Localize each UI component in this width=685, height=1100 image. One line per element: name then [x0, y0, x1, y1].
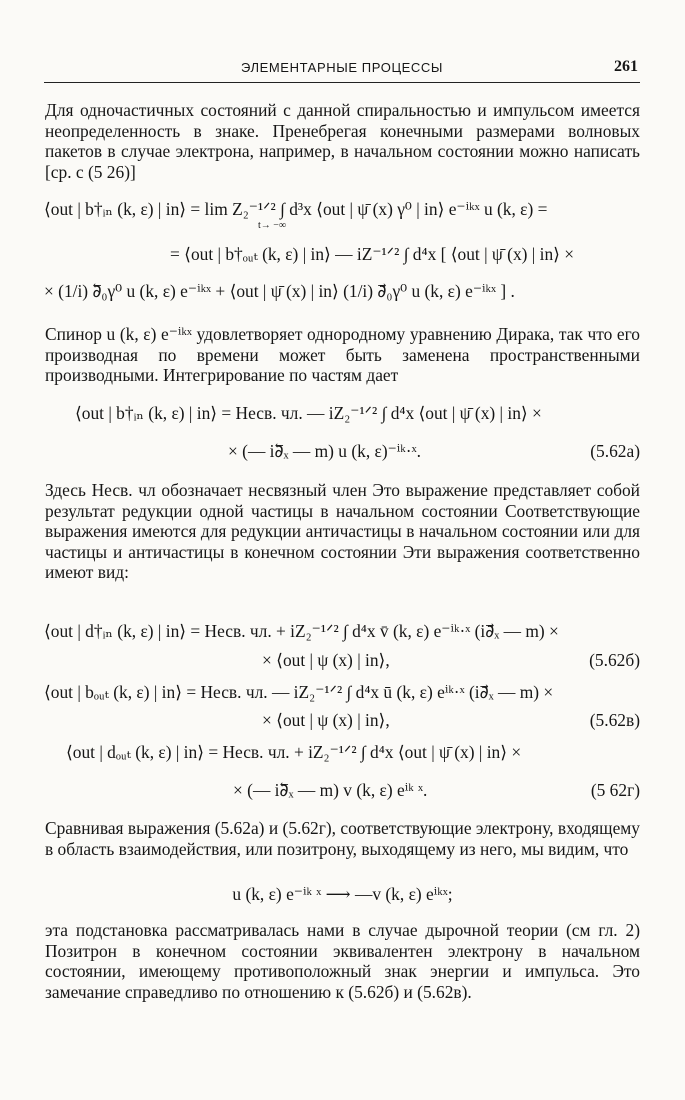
paragraph-conclusion: эта подстановка рассматривалась нами в случае дырочной теории (см гл. 2) Позитрон в конечном состоянии эквивалентен электрону в начальном состоянии, имеющему противоположный знак энергии и импульса. Это замечание справедливо по отношению к (5.62б) и (5.62в).: [45, 920, 640, 1002]
paragraph-explanation: Здесь Несв. чл обозначает несвязный член Это выражение представляет собой результат редукции одной частицы в начальном состоянии Соответствующие выражения имеются для редукции античастицы в начальном состоянии или для частицы и античастицы в конечном состоянии Эти выражения соответственно имеют вид:: [45, 480, 640, 582]
paragraph-spinor: Спинор u (k, ε) e⁻ⁱᵏˣ удовлетворяет однородному уравнению Дирака, так что его производная по времени может быть заменена пространственными производными. Интегрирование по частям дает: [45, 324, 640, 385]
equation-substitution: u (k, ε) e⁻ⁱᵏ ˣ ⟶ —v (k, ε) eⁱᵏˣ;: [232, 884, 453, 904]
page-number: 261: [614, 58, 638, 75]
equation-5-62a-line-2: × (— i∂⃖ₓ — m) u (k, ε)⁻ⁱᵏ·ˣ.: [228, 441, 421, 461]
equation-5-62g-number: (5 62г): [590, 780, 640, 800]
equation-5-62g-line-2: × (— i∂⃖ₓ — m) v (k, ε) eⁱᵏ ˣ.: [233, 780, 428, 800]
equation-5-62v-number: (5.62в): [589, 710, 640, 730]
equation-5-62a-line-1: ⟨out | b†ᵢₙ (k, ε) | in⟩ = Несв. чл. — iZ₂⁻¹ᐟ² ∫ d⁴x ⟨out | ψ̄ (x) | in⟩ ×: [75, 403, 542, 423]
equation-1-line-3: × (1/i) ∂⃖₀γ⁰ u (k, ε) e⁻ⁱᵏˣ + ⟨out | ψ̄ (x) | in⟩ (1/i) ∂⃗₀γ⁰ u (k, ε) e⁻ⁱᵏˣ ] .: [44, 281, 515, 301]
equation-1-line-2: = ⟨out | b†ₒᵤₜ (k, ε) | in⟩ — iZ⁻¹ᐟ² ∫ d⁴x [ ⟨out | ψ̄ (x) | in⟩ ×: [170, 244, 575, 264]
equation-5-62v-line-1: ⟨out | bₒᵤₜ (k, ε) | in⟩ = Несв. чл. — iZ₂⁻¹ᐟ² ∫ d⁴x ū (k, ε) eⁱᵏ·ˣ (i∂⃗ₓ — m) ×: [44, 682, 554, 702]
equation-5-62b-number: (5.62б): [589, 650, 640, 670]
page-header: [44, 58, 640, 83]
paragraph-intro: Для одночастичных состояний с данной спиральностью и импульсом имеется неопределенность в знаке. Пренебрегая конечными размерами волновых пакетов в случае электрона, например, в начальном состоянии можно написать [ср. с (5 26)]: [45, 100, 640, 182]
equation-1-limit-subscript: t→ −∞: [258, 220, 287, 231]
equation-5-62g-line-1: ⟨out | dₒᵤₜ (k, ε) | in⟩ = Несв. чл. + iZ₂⁻¹ᐟ² ∫ d⁴x ⟨out | ψ̄ (x) | in⟩ ×: [66, 742, 522, 762]
equation-5-62b-line-1: ⟨out | d†ᵢₙ (k, ε) | in⟩ = Несв. чл. + iZ₂⁻¹ᐟ² ∫ d⁴x v̄ (k, ε) e⁻ⁱᵏ·ˣ (i∂⃗ₓ — m) ×: [44, 621, 559, 641]
equation-5-62b-line-2: × ⟨out | ψ (x) | in⟩,: [262, 650, 390, 670]
equation-5-62a-number: (5.62а): [590, 441, 640, 461]
equation-5-62v-line-2: × ⟨out | ψ (x) | in⟩,: [262, 710, 390, 730]
paragraph-comparison: Сравнивая выражения (5.62а) и (5.62г), соответствующие электрону, входящему в область взаимодействия, или позитрону, выходящему из него, мы видим, что: [45, 818, 640, 859]
equation-1-line-1: ⟨out | b†ᵢₙ (k, ε) | in⟩ = lim Z₂⁻¹ᐟ² ∫ d³x ⟨out | ψ̄ (x) γ⁰ | in⟩ e⁻ⁱᵏˣ u (k, ε) =: [44, 199, 548, 219]
running-title: ЭЛЕМЕНТАРНЫЕ ПРОЦЕССЫ: [240, 60, 444, 75]
